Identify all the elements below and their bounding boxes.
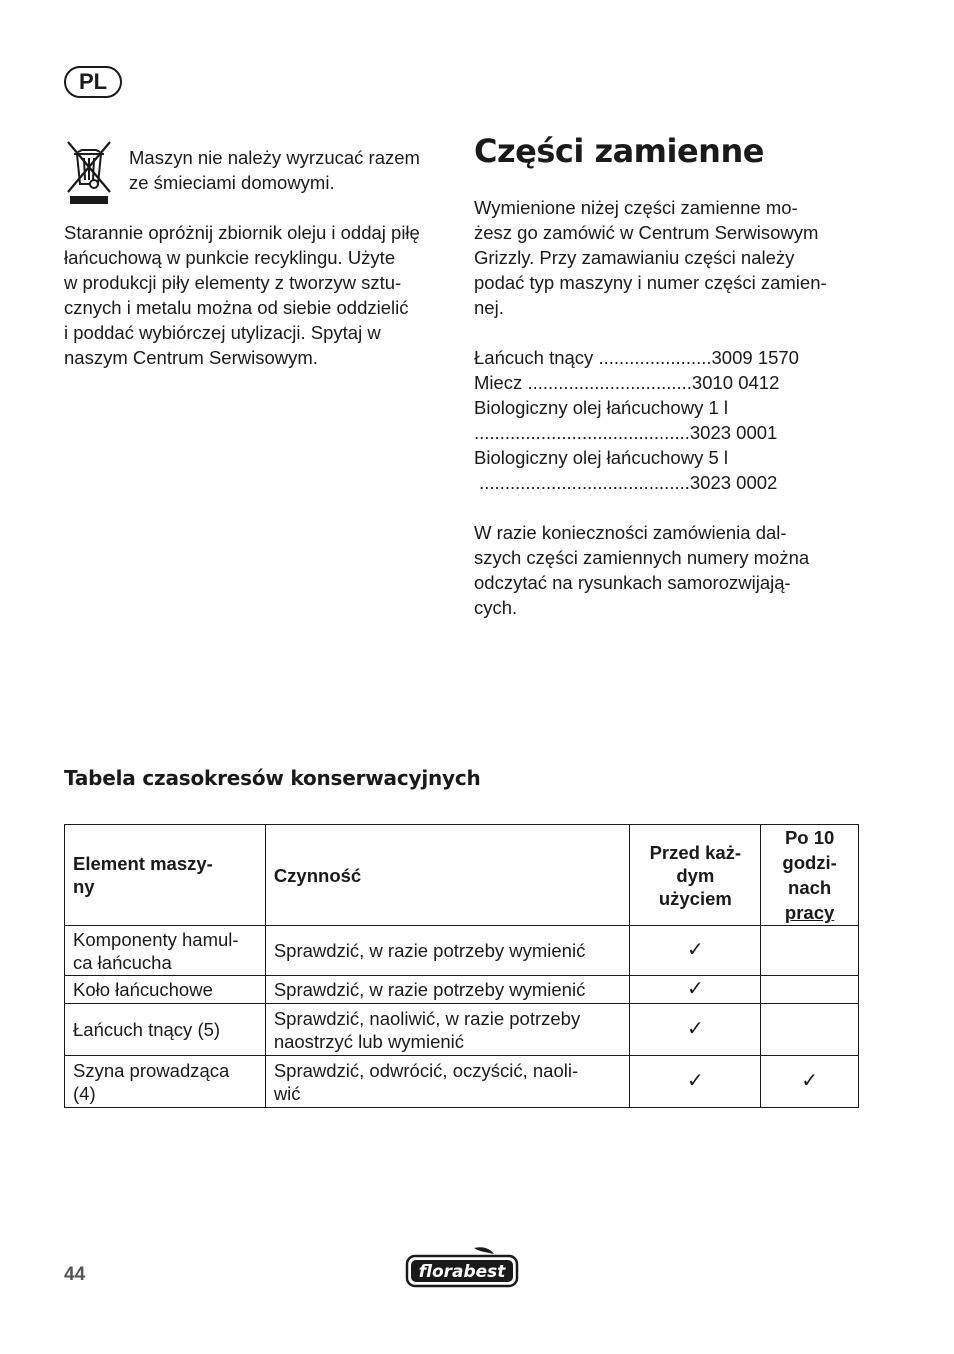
header-element: Element maszy- ny xyxy=(65,825,266,926)
cell-before-use: ✓ xyxy=(630,1004,761,1056)
cell-before-use: ✓ xyxy=(630,926,761,976)
text-line: Wymienione niżej części zamienne mo- xyxy=(474,197,798,218)
text-line: Starannie opróżnij zbiornik oleju i oddaj piłę xyxy=(64,222,420,243)
crossed-out-bin-icon xyxy=(64,140,114,206)
language-badge: PL xyxy=(64,66,122,98)
part-line: Miecz ................................3010 0412 xyxy=(474,372,780,393)
cell-element: Koło łańcuchowe xyxy=(65,976,266,1004)
cell-element: Komponenty hamul- ca łańcucha xyxy=(65,926,266,976)
text-line: żesz go zamówić w Centrum Serwisowym xyxy=(474,222,819,243)
text-line: łańcuchową w punkcie recyklingu. Użyte xyxy=(64,247,396,268)
spare-parts-outro xyxy=(474,520,809,620)
text-line: w produkcji piły elementy z tworzyw sztu- xyxy=(64,272,402,293)
text-line: Maszyn nie należy wyrzucać razem xyxy=(129,147,420,168)
text-line: W razie konieczności zamówienia dal- xyxy=(474,522,787,543)
cell-every-10h xyxy=(761,1004,859,1056)
table-row xyxy=(65,1056,859,1108)
part-line: ..........................................3023 0001 xyxy=(474,422,778,443)
cell-action: Sprawdzić, odwrócić, oczyścić, naoli- wić xyxy=(265,1056,630,1108)
cell-action: Sprawdzić, w razie potrzeby wymienić xyxy=(265,926,630,976)
cell-action: Sprawdzić, w razie potrzeby wymienić xyxy=(265,976,630,1004)
cell-element: Szyna prowadząca (4) xyxy=(65,1056,266,1108)
disposal-paragraph xyxy=(64,220,420,370)
text-line: Grizzly. Przy zamawianiu części należy xyxy=(474,247,795,268)
cell-before-use: ✓ xyxy=(630,976,761,1004)
text-line: odczytać na rysunkach samorozwijają- xyxy=(474,572,791,593)
part-line: .........................................3023 0002 xyxy=(474,472,778,493)
header-action: Czynność xyxy=(265,825,630,926)
cell-element: Łańcuch tnący (5) xyxy=(65,1004,266,1056)
cell-every-10h: ✓ xyxy=(761,1056,859,1108)
spare-parts-title: Części zamienne xyxy=(474,132,764,170)
table-row xyxy=(65,1004,859,1056)
cell-every-10h xyxy=(761,976,859,1004)
spare-parts-list xyxy=(474,345,799,495)
table-row xyxy=(65,976,859,1004)
logo-text: florabest xyxy=(418,1262,506,1282)
cell-action: Sprawdzić, naoliwić, w razie potrzeby naostrzyć lub wymienić xyxy=(265,1004,630,1056)
maintenance-table xyxy=(64,824,859,1108)
part-line: Biologiczny olej łańcuchowy 5 l xyxy=(474,447,728,468)
header-before-use: Przed każ- dym użyciem xyxy=(630,825,761,926)
cell-every-10h xyxy=(761,926,859,976)
text-line: podać typ maszyny i numer części zamien- xyxy=(474,272,827,293)
florabest-logo xyxy=(404,1246,520,1290)
part-line: Biologiczny olej łańcuchowy 1 l xyxy=(474,397,728,418)
text-line: nej. xyxy=(474,297,504,318)
table-header-row xyxy=(65,825,859,926)
cell-before-use: ✓ xyxy=(630,1056,761,1108)
text-line: cych. xyxy=(474,597,518,618)
table-row xyxy=(65,926,859,976)
page-number: 44 xyxy=(64,1264,86,1285)
maintenance-table-title: Tabela czasokresów konserwacyjnych xyxy=(64,766,481,790)
part-line: Łańcuch tnący ......................3009 1570 xyxy=(474,347,799,368)
spare-parts-intro xyxy=(474,195,827,320)
header-every-10h: Po 10 godzi- nach pracy xyxy=(761,825,859,926)
disposal-icon-note xyxy=(129,145,420,195)
text-line: i poddać wybiórczej utylizacji. Spytaj w xyxy=(64,322,381,343)
text-line: szych części zamiennych numery można xyxy=(474,547,810,568)
text-line: ze śmieciami domowymi. xyxy=(129,172,335,193)
text-line: naszym Centrum Serwisowym. xyxy=(64,347,318,368)
text-line: cznych i metalu można od siebie oddzielić xyxy=(64,297,409,318)
